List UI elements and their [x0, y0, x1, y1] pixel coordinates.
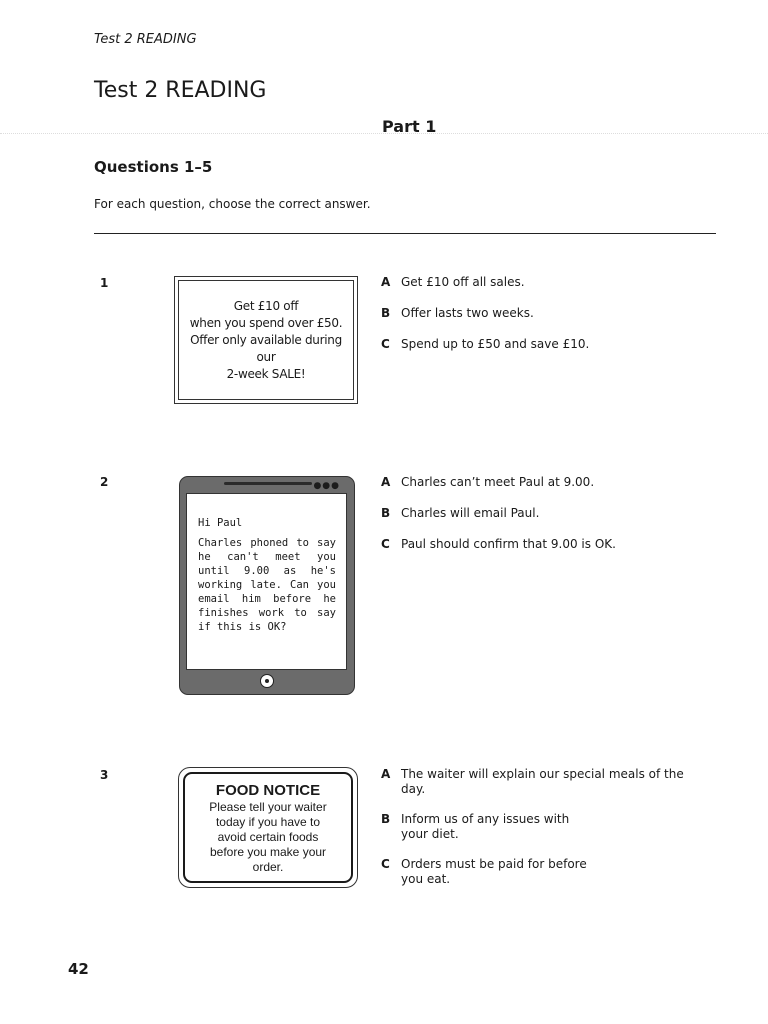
food-notice-body — [185, 800, 351, 875]
option-letter: A — [381, 275, 391, 289]
food-notice-line: avoid certain foods — [217, 830, 319, 844]
q2-option-c[interactable] — [381, 537, 711, 552]
home-button-icon — [260, 674, 274, 688]
part-title: Part 1 — [382, 117, 437, 136]
sale-notice — [174, 276, 358, 404]
option-letter: C — [381, 537, 390, 551]
option-letter: B — [381, 506, 391, 520]
sale-notice-text — [178, 280, 354, 400]
option-text: Charles can’t meet Paul at 9.00. — [401, 475, 595, 489]
food-notice-line: Please tell your waiter — [209, 800, 327, 814]
q3-option-c[interactable] — [381, 857, 591, 887]
option-text: Charles will email Paul. — [401, 506, 540, 520]
sale-notice-line: Offer only available during our — [190, 332, 342, 364]
page-title: Test 2 READING — [94, 78, 267, 103]
question-number-1: 1 — [100, 276, 109, 290]
option-letter: B — [381, 306, 391, 320]
food-notice-line: today if you have to — [215, 815, 321, 829]
option-text: Paul should confirm that 9.00 is OK. — [401, 537, 616, 551]
message-body: Charles phoned to say he can't meet you until 9.00 as he's working late. Can you email him before he finishes work to say if this is OK? — [198, 537, 336, 633]
option-letter: C — [381, 857, 390, 871]
phone-message — [179, 476, 355, 695]
q1-option-a[interactable] — [381, 275, 711, 290]
option-text: Inform us of any issues with your diet. — [401, 812, 570, 841]
option-letter: A — [381, 767, 391, 781]
section-divider — [94, 233, 716, 234]
phone-screen — [186, 493, 347, 670]
option-text: Orders must be paid for before you eat. — [401, 857, 587, 886]
dots-icon: ●●● — [313, 481, 340, 491]
q3-option-b[interactable] — [381, 812, 581, 842]
option-letter: C — [381, 337, 390, 351]
q2-option-a[interactable] — [381, 475, 711, 490]
option-text: Offer lasts two weeks. — [401, 306, 534, 320]
q3-option-a[interactable] — [381, 767, 711, 797]
sale-notice-line: 2-week SALE! — [226, 366, 306, 381]
q1-option-c[interactable] — [381, 337, 711, 352]
sale-notice-line: Get £10 off — [233, 298, 299, 313]
question-range: Questions 1–5 — [94, 158, 213, 176]
food-notice-frame — [183, 772, 353, 883]
option-text: Get £10 off all sales. — [401, 275, 525, 289]
q1-option-b[interactable] — [381, 306, 711, 321]
message-greeting: Hi Paul — [198, 517, 243, 529]
instruction-text: For each question, choose the correct answer. — [94, 197, 371, 211]
food-notice-line: before you make your — [209, 845, 327, 859]
question-number-2: 2 — [100, 475, 109, 489]
option-letter: B — [381, 812, 391, 826]
page-number: 42 — [68, 960, 89, 978]
food-notice-title: FOOD NOTICE — [215, 782, 321, 799]
food-notice — [178, 767, 358, 888]
question-number-3: 3 — [100, 768, 109, 782]
sale-notice-line: when you spend over £50. — [189, 315, 343, 330]
phone-speaker — [224, 482, 312, 485]
q2-option-b[interactable] — [381, 506, 711, 521]
option-text: Spend up to £50 and save £10. — [401, 337, 590, 351]
food-notice-line: order. — [252, 860, 284, 874]
running-head: Test 2 READING — [94, 32, 197, 47]
option-letter: A — [381, 475, 391, 489]
option-text: The waiter will explain our special meals of the day. — [401, 767, 684, 796]
